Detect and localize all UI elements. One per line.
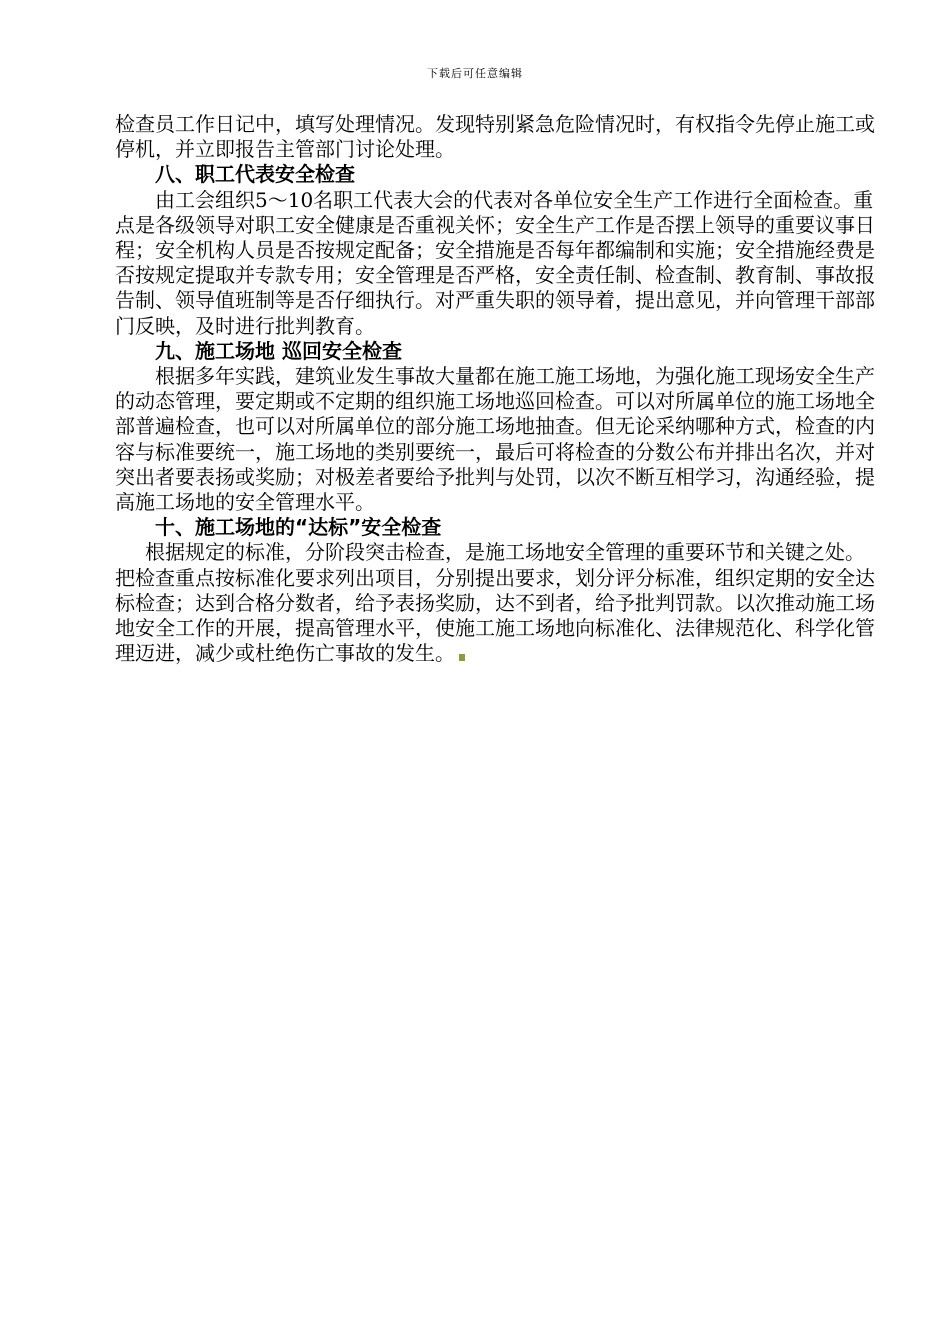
end-mark-icon [459,654,465,661]
paragraph-section-8: 由工会组织5～10名职工代表大会的代表对各单位安全生产工作进行全面检查。重点是各级领导对职工安全健康是否重视关怀；安全生产工作是否摆上领导的重要议事日程；安全机构人员是否按规定配备；安全措施是否每年都编制和实施；安全措施经费是否按规定提取并专款专用；安全管理是否严格，安全责任制、检查制、教育制、事故报告制、领导值班制等是否仔细执行。对严重失职的领导着，提出意见，并向管理干部部门反映，及时进行批判教育。 [115,187,875,338]
document-body [115,112,875,666]
section-heading-8: 八、职工代表安全检查 [155,162,355,187]
section-heading-9: 九、施工场地 巡回安全检查 [155,338,402,363]
page-header: 下载后可任意编辑 [427,67,523,80]
section-heading-10: 十、施工场地的“达标”安全检查 [155,515,442,540]
paragraph-continuation: 检查员工作日记中，填写处理情况。发现特别紧急危险情况时，有权指令先停止施工或停机，并立即报告主管部门讨论处理。 [115,112,875,162]
paragraph-section-9: 根据多年实践，建筑业发生事故大量都在施工施工场地，为强化施工现场安全生产的动态管理，要定期或不定期的组织施工场地巡回检查。可以对所属单位的施工场地全部普遍检查，也可以对所属单位的部分施工场地抽查。但无论采纳哪种方式，检查的内容与标准要统一，施工场地的类别要统一，最后可将检查的分数公布并排出名次，并对突出者要表扬或奖励；对极差者要给予批判与处罚，以次不断互相学习，沟通经验，提高施工场地的安全管理水平。 [115,364,875,515]
paragraph-section-10 [115,540,875,666]
paragraph-section-10-text: 根据规定的标准，分阶段突击检查，是施工场地安全管理的重要环节和关键之处。把检查重点按标准化要求列出项目，分别提出要求，划分评分标准，组织定期的安全达标检查；达到合格分数者，给予表扬奖励，达不到者，给予批判罚款。以次推动施工场地安全工作的开展，提高管理水平，使施工施工场地向标准化、法律规范化、科学化管理迈进，减少或杜绝伤亡事故的发生。 [115,540,875,666]
